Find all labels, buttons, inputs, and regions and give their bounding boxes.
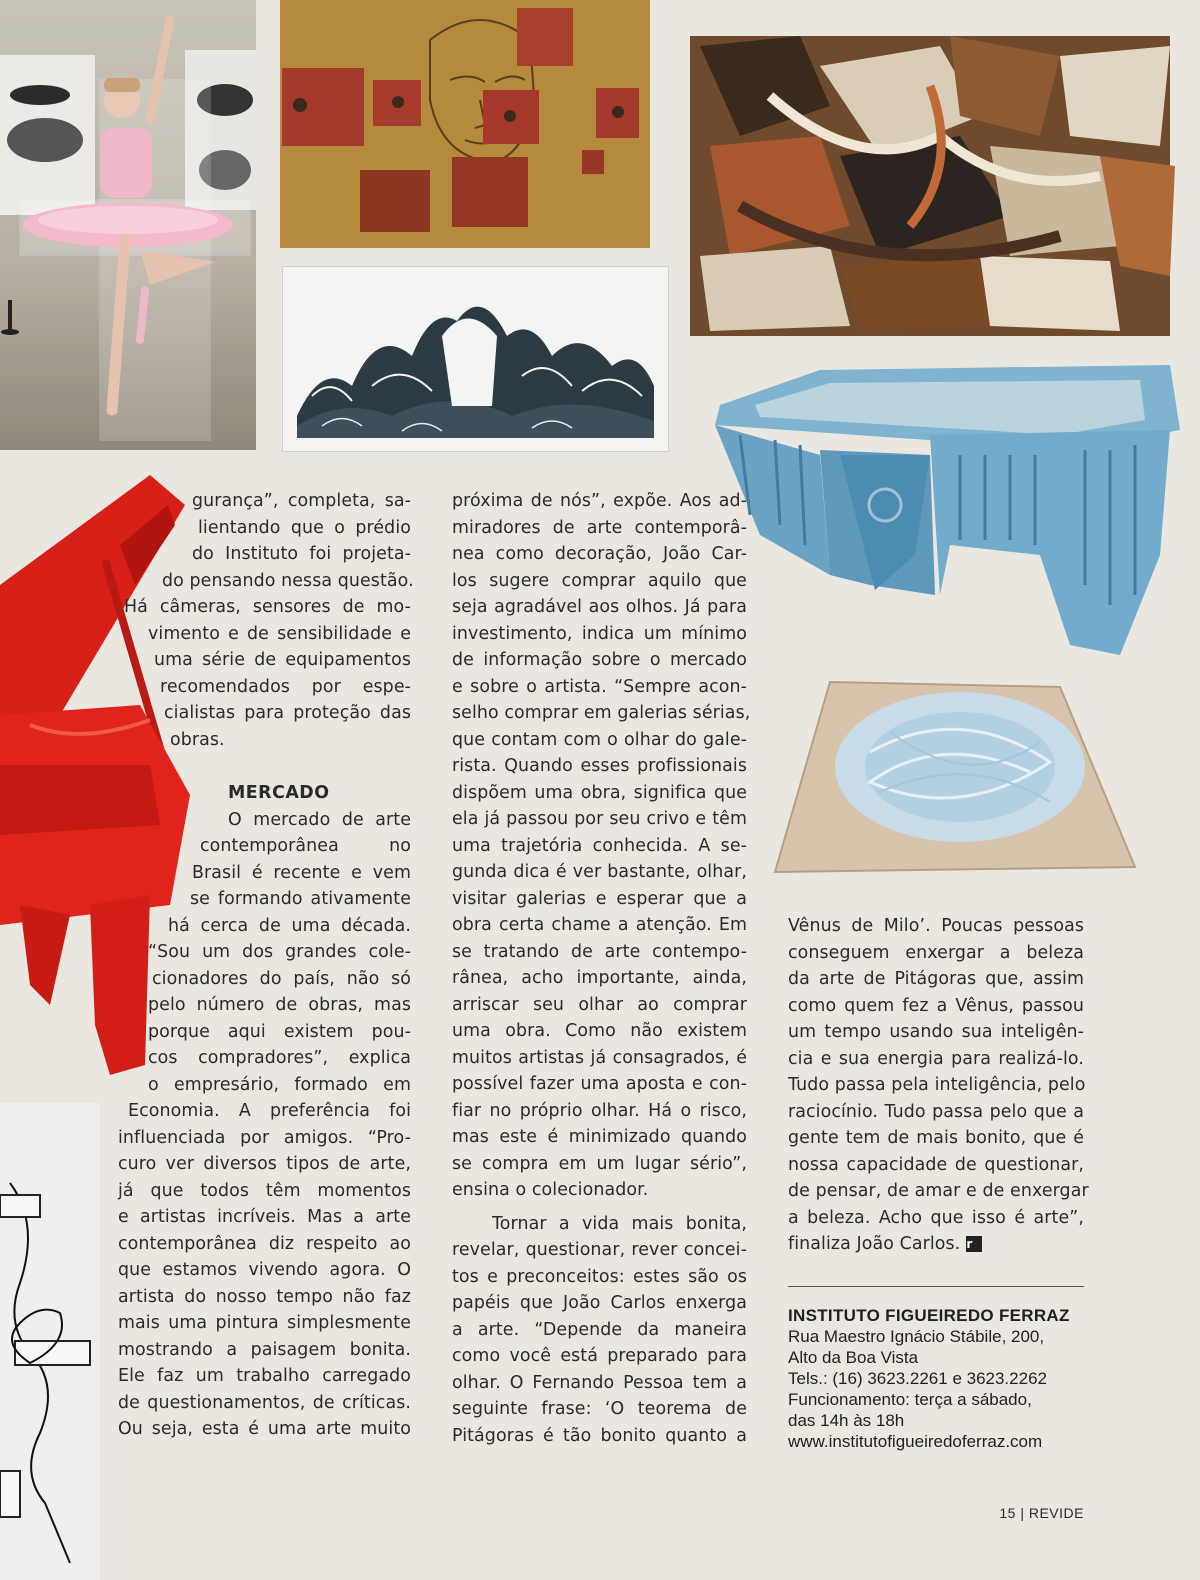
body-line: pelo número de obras, mas <box>148 995 411 1015</box>
body-line: fiar no próprio olhar. Há o risco, <box>452 1100 747 1121</box>
body-line: contemporânea diz respeito ao <box>118 1233 411 1254</box>
body-line: nossa capacidade de questionar, <box>788 1154 1084 1175</box>
body-line: uma obra. Como não existem <box>452 1021 747 1041</box>
body-line: mas este é minimizado quando <box>452 1127 747 1147</box>
body-line: há cerca de uma década. <box>168 915 411 936</box>
body-line: uma trajetória conhecida. A se- <box>452 835 747 856</box>
body-line: miradores de arte contemporâ- <box>452 517 747 538</box>
body-line: seguinte frase: ‘O teorema de <box>452 1399 747 1419</box>
body-line: Vênus de Milo’. Poucas pessoas <box>788 916 1084 936</box>
body-line: olhar. O Fernando Pessoa tem a <box>452 1372 747 1393</box>
body-line: influenciada por amigos. “Pro- <box>118 1127 411 1148</box>
body-line: já que todos têm momentos <box>118 1180 411 1201</box>
body-line: ensina o colecionador. <box>452 1180 649 1200</box>
section-heading: MERCADO <box>228 783 330 803</box>
body-line: conseguem enxergar a beleza <box>788 942 1084 963</box>
body-line: possível fazer uma aposta e con- <box>452 1074 747 1094</box>
body-line: da arte de Pitágoras que, assim <box>788 969 1084 989</box>
body-line: arriscar seu olhar ao comprar <box>452 994 747 1015</box>
body-line: contemporânea no <box>200 836 411 856</box>
institute-name: INSTITUTO FIGUEIREDO FERRAZ <box>788 1306 1070 1325</box>
body-line: o empresário, formado em <box>148 1074 411 1095</box>
body-line: gente tem de mais bonito, que é <box>788 1128 1084 1148</box>
body-line: Economia. A preferência foi <box>128 1101 411 1121</box>
body-line: um tempo usando sua inteligên- <box>788 1022 1084 1042</box>
portrait-drawing-with-red-squares <box>280 0 650 248</box>
body-line: visitar galerias e esperar que a <box>452 888 747 909</box>
body-line: obra certa chame a atenção. Em <box>452 915 747 935</box>
body-line: “Sou um dos grandes cole- <box>148 942 411 962</box>
body-line: próxima de nós”, expõe. Aos ad- <box>452 491 747 511</box>
body-line: rista. Quando esses profissionais <box>452 756 747 776</box>
body-line: revelar, questionar, rever concei- <box>452 1240 747 1260</box>
institute-hours-days: Funcionamento: terça a sábado, <box>788 1390 1032 1409</box>
institute-info-box <box>788 1305 1088 1452</box>
body-line: papéis que João Carlos enxerga <box>452 1293 747 1313</box>
page-folio: 15 | REVIDE <box>999 1505 1084 1521</box>
body-line: seja agradável aos olhos. Já para <box>452 597 747 617</box>
institute-website-link[interactable]: www.institutofigueiredoferraz.com <box>788 1432 1043 1451</box>
body-line: a arte. “Depende da maneira <box>452 1319 747 1340</box>
institute-hours-time: das 14h às 18h <box>788 1411 905 1430</box>
blue-cathedral-sculpture <box>700 355 1190 665</box>
body-line: de pensar, de amar e de enxergar <box>788 1181 1089 1201</box>
body-line: ela já passou por seu crivo e têm <box>452 809 747 829</box>
body-line: obras. <box>170 729 225 750</box>
body-line: Pitágoras é tão bonito quanto a <box>452 1425 747 1446</box>
body-line: porque aqui existem pou- <box>148 1021 411 1042</box>
body-line: que contam com o olhar do gale- <box>452 729 747 750</box>
wire-installation-photo <box>0 1103 100 1580</box>
body-line: muitos artistas já consagrados, é <box>452 1047 747 1068</box>
body-line: que estamos vivendo agora. O <box>118 1260 411 1280</box>
article-column-3 <box>788 913 1089 1258</box>
body-line: tos e preconceitos: estes são os <box>452 1266 747 1287</box>
body-line: rânea, acho importante, ainda, <box>452 968 747 988</box>
body-line: Tudo passa pela inteligência, pelo <box>788 1075 1086 1095</box>
body-line: e artistas incríveis. Mas a arte <box>118 1207 411 1227</box>
body-line: do pensando nessa questão. <box>162 570 414 591</box>
body-line: curo ver diversos tipos de arte, <box>118 1154 411 1174</box>
body-line: artista do nosso tempo não faz <box>118 1286 411 1307</box>
body-line: mostrando a paisagem bonita. <box>118 1339 411 1360</box>
body-line: como você está preparado para <box>452 1346 747 1366</box>
body-line: de questionamentos, de críticas. <box>118 1392 411 1413</box>
article-column-2 <box>452 488 751 1449</box>
body-line: cia e sua energia para realizá-lo. <box>788 1048 1084 1069</box>
mixed-media-collage <box>680 26 1180 346</box>
body-line-final <box>788 1231 1084 1258</box>
body-line: gurança”, completa, sa- <box>192 491 411 511</box>
body-line: uma série de equipamentos <box>154 650 411 670</box>
body-line: Ele faz um trabalho carregado <box>118 1366 411 1386</box>
body-line: cos compradores”, explica <box>148 1048 411 1068</box>
body-line: e sobre o artista. “Sempre acon- <box>452 676 747 697</box>
body-line: los sugere comprar aquilo que <box>452 570 747 591</box>
revide-end-mark-icon: r <box>966 1236 982 1252</box>
body-line: Brasil é recente e vem <box>192 862 411 883</box>
article-column-1 <box>118 488 414 1443</box>
body-line: se compra em um lugar sério”, <box>452 1153 747 1174</box>
body-line: como quem fez a Vênus, passou <box>788 995 1084 1016</box>
body-line: de informação sobre o mercado <box>452 650 747 670</box>
body-line: Há câmeras, sensores de mo- <box>124 597 411 617</box>
body-line: dispõem uma obra, significa que <box>452 782 747 803</box>
body-line: Tornar a vida mais bonita, <box>492 1213 747 1234</box>
body-line: raciocínio. Tudo passa pelo que a <box>788 1101 1084 1122</box>
clay-tablet-with-blue-fibers <box>770 672 1140 882</box>
body-line: vimento e de sensibilidade e <box>148 623 411 644</box>
body-line: a beleza. Acho que isso é arte”, <box>788 1207 1084 1228</box>
body-line: cialistas para proteção das <box>164 703 411 723</box>
body-line: mais uma pintura simplesmente <box>118 1313 411 1333</box>
closing-sentence: finaliza João Carlos. <box>788 1234 961 1254</box>
body-line: nea como decoração, João Car- <box>452 544 747 564</box>
body-line: cionadores do país, não só <box>152 968 411 989</box>
body-line: recomendados por espe- <box>160 676 411 697</box>
institute-address: Rua Maestro Ignácio Stábile, 200, <box>788 1327 1045 1346</box>
body-line: selho comprar em galerias sérias, <box>452 703 751 723</box>
institute-phones: Tels.: (16) 3623.2261 e 3623.2262 <box>788 1369 1047 1388</box>
ink-landscape-drawing <box>282 266 669 452</box>
body-line: lientando que o prédio <box>198 517 411 538</box>
body-line: se formando ativamente <box>190 889 411 909</box>
body-line: gunda dica é ver bastante, olhar, <box>452 862 747 882</box>
body-line: do Instituto foi projeta- <box>192 544 411 564</box>
body-line: Ou seja, esta é uma arte muito <box>118 1419 411 1439</box>
body-line: O mercado de arte <box>228 809 411 830</box>
info-divider <box>788 1286 1084 1287</box>
institute-neighborhood: Alto da Boa Vista <box>788 1348 919 1367</box>
ballerina-sculpture-photo <box>0 0 256 450</box>
body-line: se tratando de arte contempo- <box>452 941 747 962</box>
body-line: investimento, indica um mínimo <box>452 623 747 644</box>
